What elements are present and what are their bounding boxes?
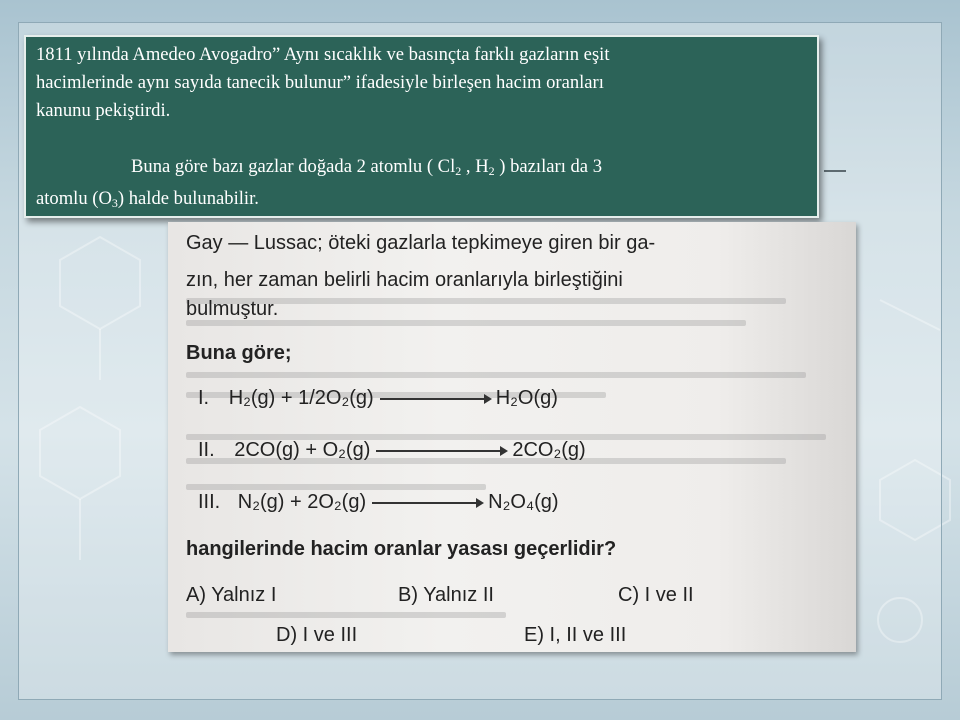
title-divider bbox=[824, 170, 846, 172]
reaction-3 bbox=[198, 491, 559, 514]
info-p1-line3: kanunu pekiştirdi. bbox=[36, 100, 171, 121]
scan-line-1: Gay — Lussac; öteki gazlarla tepkimeye giren bir ga- bbox=[186, 232, 656, 254]
reaction-1-reactants: H₂(g) + 1/2O₂(g) bbox=[228, 387, 374, 409]
avogadro-info-box bbox=[24, 35, 819, 218]
reaction-2-reactants: 2CO(g) + O₂(g) bbox=[234, 439, 371, 461]
info-p2-text-a: Buna göre bazı gazlar doğada 2 atomlu ( Cl bbox=[131, 156, 456, 177]
scan-question: hangilerinde hacim oranlar yasası geçerlidir? bbox=[186, 538, 617, 560]
textbook-scan-image bbox=[168, 222, 856, 652]
scan-heading: Buna göre; bbox=[186, 342, 292, 364]
info-p2-text-c: ) bazıları da 3 bbox=[494, 156, 603, 177]
reaction-1-number: I. bbox=[198, 387, 210, 409]
reaction-1-product: H₂O(g) bbox=[495, 387, 558, 409]
info-p2-text-e: ) halde bulunabilir. bbox=[117, 188, 259, 209]
info-p2-sub2: 2 bbox=[488, 164, 495, 178]
choice-a: A) Yalnız I bbox=[186, 584, 277, 606]
reaction-arrow-icon bbox=[376, 450, 506, 452]
reaction-1 bbox=[198, 387, 558, 410]
scan-line-3: bulmuştur. bbox=[186, 298, 279, 320]
choice-c: C) I ve II bbox=[618, 584, 694, 606]
info-p1-line1: 1811 yılında Amedeo Avogadro” Aynı sıcaklık ve basınçta farklı gazların eşit bbox=[36, 44, 610, 65]
reaction-arrow-icon bbox=[372, 502, 482, 504]
reaction-2 bbox=[198, 439, 586, 462]
choice-d: D) I ve III bbox=[276, 624, 358, 646]
choice-b: B) Yalnız II bbox=[398, 584, 494, 606]
choice-e: E) I, II ve III bbox=[524, 624, 627, 646]
info-p2-text-d: atomlu (O bbox=[36, 188, 112, 209]
info-paragraph-2 bbox=[36, 153, 807, 217]
reaction-3-number: III. bbox=[198, 491, 221, 513]
info-p2-sub1: 2 bbox=[455, 164, 462, 178]
reaction-arrow-icon bbox=[380, 398, 490, 400]
info-p2-text-b: , H bbox=[461, 156, 489, 177]
reaction-2-product: 2CO₂(g) bbox=[512, 439, 586, 461]
info-paragraph-1 bbox=[36, 41, 807, 125]
info-p2-sub3: 3 bbox=[111, 196, 118, 210]
reaction-3-reactants: N₂(g) + 2O₂(g) bbox=[237, 491, 367, 513]
info-p1-line2: hacimlerinde aynı sayıda tanecik bulunur” ifadesiyle birleşen hacim oranları bbox=[36, 72, 604, 93]
reaction-2-number: II. bbox=[198, 439, 215, 461]
reaction-3-product: N₂O₄(g) bbox=[488, 491, 559, 513]
scan-line-2: zın, her zaman belirli hacim oranlarıyla birleştiğini bbox=[186, 269, 623, 291]
